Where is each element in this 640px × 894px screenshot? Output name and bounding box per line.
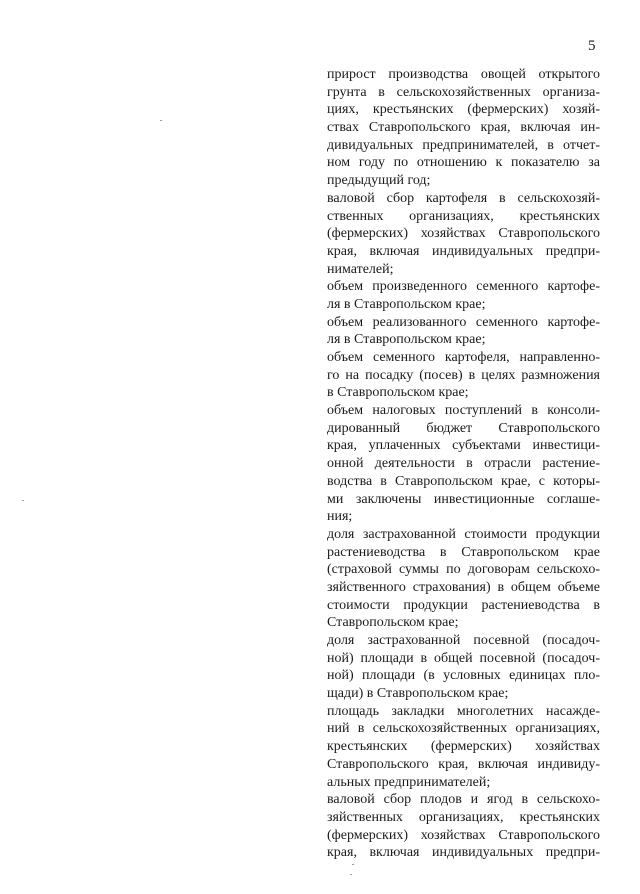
text-line: доля застрахованной стоимости продукции xyxy=(327,526,600,542)
text-line: грунта в сельскохозяйственных организа- xyxy=(327,84,600,100)
text-line: Ставропольском крае; xyxy=(327,615,459,631)
text-line: прирост производства овощей открытого xyxy=(327,67,600,82)
text-line: предыдущий год; xyxy=(327,173,431,189)
page-number: 5 xyxy=(588,38,596,54)
text-line: онной деятельности в отрасли растение- xyxy=(327,456,600,472)
text-line: объем семенного картофеля, направленно- xyxy=(327,350,600,365)
text-line: дированный бюджет Ставропольского xyxy=(327,420,600,436)
text-line: ной) площади (в условных единицах пло- xyxy=(327,668,600,684)
text-line: (страховой суммы по договорам сельскохо- xyxy=(327,562,600,578)
text-line: стоимости продукции растениеводства в xyxy=(327,597,600,613)
text-line: растениеводства в Ставропольском крае xyxy=(327,544,600,560)
scan-speck xyxy=(352,864,354,865)
text-line: валовой сбор картофеля в сельскохозяй- xyxy=(327,190,600,206)
text-line: объем налоговых поступлений в консоли- xyxy=(327,403,600,419)
text-line: Ставропольского края, включая индивиду- xyxy=(327,756,600,772)
text-line: ний в сельскохозяйственных организациях, xyxy=(327,721,600,737)
document-body xyxy=(327,66,600,862)
scan-speck xyxy=(350,874,352,875)
scan-speck xyxy=(160,120,162,121)
scan-speck xyxy=(22,500,24,501)
text-line: ля в Ставропольском крае; xyxy=(327,332,486,348)
text-line: края, включая индивидуальных предпри- xyxy=(327,845,600,861)
text-line: го на посадку (посев) в целях размножения xyxy=(327,367,600,383)
text-line: (фермерских) хозяйствах Ставропольского xyxy=(327,226,600,242)
text-line: альных предпринимателей; xyxy=(327,774,491,790)
text-line: зяйственного страхования) в общем объеме xyxy=(327,579,600,595)
text-line: дивидуальных предпринимателей, в отчет- xyxy=(327,137,600,153)
text-line: щади) в Ставропольском крае; xyxy=(327,686,509,702)
text-line: края, включая индивидуальных предпри- xyxy=(327,243,600,259)
text-line: зяйственных организациях, крестьянских xyxy=(327,809,600,825)
text-line: площадь закладки многолетних насажде- xyxy=(327,703,600,719)
text-line: ми заключены инвестиционные соглаше- xyxy=(327,491,600,507)
text-line: объем реализованного семенного картофе- xyxy=(327,314,600,330)
text-line: ствах Ставропольского края, включая ин- xyxy=(327,120,600,136)
text-line: ственных организациях, крестьянских xyxy=(327,208,600,224)
text-line: ной) площади в общей посевной (посадоч- xyxy=(327,650,600,666)
text-line: валовой сбор плодов и ягод в сельскохо- xyxy=(327,792,600,808)
text-line: водства в Ставропольском крае, с которы- xyxy=(327,473,600,489)
text-line: ля в Ставропольском крае; xyxy=(327,296,486,312)
text-line: доля застрахованной посевной (посадоч- xyxy=(327,633,600,648)
text-line: ния; xyxy=(327,509,353,525)
text-line: объем произведенного семенного картофе- xyxy=(327,279,600,295)
text-line: (фермерских) хозяйствах Ставропольского xyxy=(327,827,600,843)
text-line: крестьянских (фермерских) хозяйствах xyxy=(327,739,600,755)
text-line: нимателей; xyxy=(327,261,394,277)
text-line: ном году по отношению к показателю за xyxy=(327,155,600,171)
text-line: циях, крестьянских (фермерских) хозяй- xyxy=(327,102,600,118)
text-line: в Ставропольском крае; xyxy=(327,385,469,401)
text-line: края, уплаченных субъектами инвестици- xyxy=(327,438,600,454)
